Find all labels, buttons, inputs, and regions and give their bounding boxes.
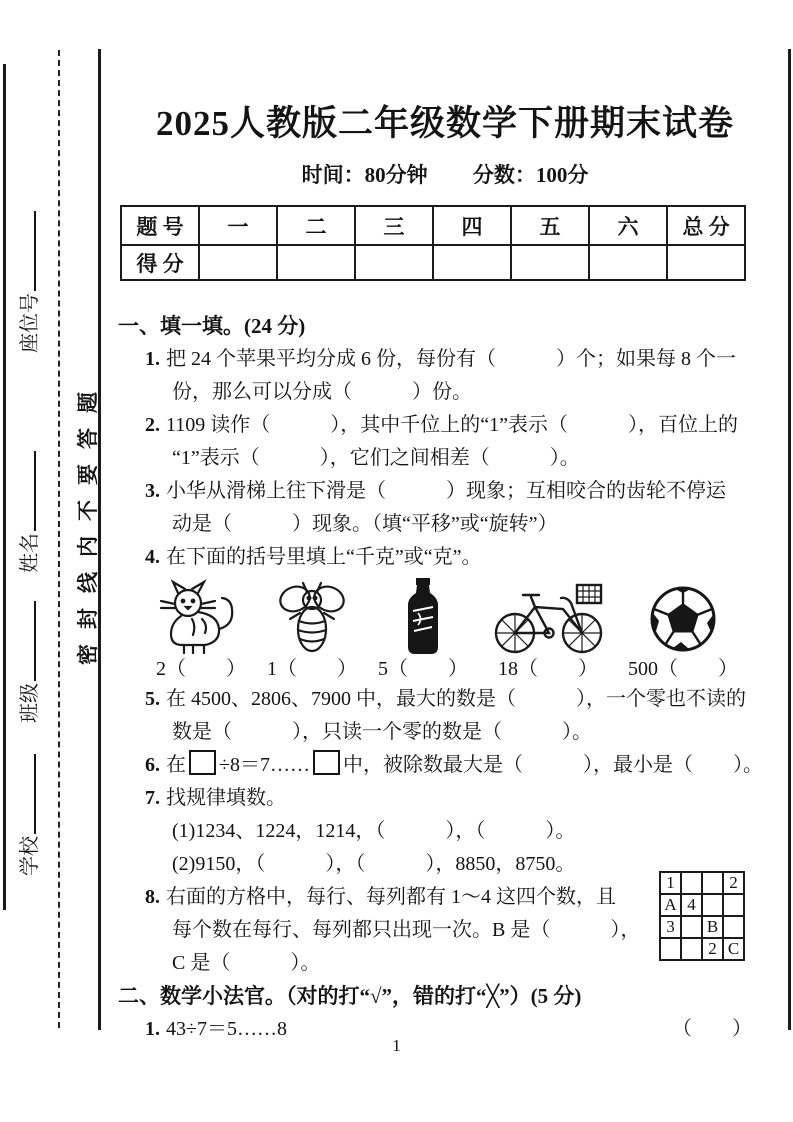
grid-cell[interactable]: [681, 916, 702, 938]
score-table-header-cell: 总 分: [667, 206, 745, 245]
score-cell[interactable]: [589, 245, 667, 280]
student-name-label: 姓名: [19, 533, 41, 573]
question-number: 1.: [145, 348, 160, 370]
question-text: 右面的方格中，每行、每列都有 1～4 这四个数，且: [166, 886, 616, 908]
question-number: 4.: [145, 546, 160, 568]
score-table-score-row: [121, 245, 745, 280]
weight-blank[interactable]: 18（ ）: [498, 658, 598, 680]
question-4-line-1: [118, 541, 768, 574]
question-text: 小华从滑梯上往下滑是（ ）现象；互相咬合的齿轮不停运: [166, 480, 726, 502]
school-field: [18, 736, 42, 876]
question-3-line-1: [118, 475, 768, 508]
section1-heading: 一、填一填。(24 分): [118, 314, 306, 338]
grid-cell: 1: [660, 872, 681, 894]
cat-icon: [158, 579, 244, 655]
student-name-field: [18, 433, 42, 573]
weight-blank[interactable]: 1（ ）: [267, 658, 357, 680]
seat-number-blank[interactable]: [19, 211, 36, 291]
class-field: [18, 583, 42, 723]
score-cell[interactable]: [277, 245, 355, 280]
question-text: ÷8＝7……: [219, 754, 310, 776]
question-6-line: [118, 749, 768, 782]
judge-answer-blank[interactable]: （ ）: [672, 1018, 752, 1040]
score-table-header-cell: 题 号: [121, 206, 199, 245]
weight-item-bicycle: [489, 577, 607, 683]
weight-blank[interactable]: 5（ ）: [378, 658, 468, 680]
score-table-header-cell: 六: [589, 206, 667, 245]
question-4-pictures-row: [118, 574, 768, 683]
school-blank[interactable]: [19, 754, 36, 834]
left-margin-line: [3, 64, 6, 910]
grid-cell: 4: [681, 894, 702, 916]
question-1-line-1: [118, 343, 768, 376]
question-text: 1109 读作（ ），其中千位上的“1”表示（ ），百位上的: [166, 414, 739, 436]
question-text: 中，被除数最大是（ ），最小是（ ）。: [342, 754, 763, 776]
grid-cell[interactable]: [702, 894, 723, 916]
question-text: 在: [166, 754, 186, 776]
class-label: 班级: [19, 683, 41, 723]
soccer-ball-icon: [647, 583, 719, 655]
grid-cell[interactable]: [681, 872, 702, 894]
grid-cell: B: [702, 916, 723, 938]
score-cell[interactable]: [511, 245, 589, 280]
score-row-label: 得 分: [121, 245, 199, 280]
question-7-item-1: [118, 815, 768, 848]
grid-cell[interactable]: [660, 938, 681, 960]
question-3-line-2: [118, 508, 768, 541]
question-number: 8.: [145, 886, 160, 908]
question-1-line-2: [118, 376, 768, 409]
score-table-header-cell: 三: [355, 206, 433, 245]
question-text: 把 24 个苹果平均分成 6 份，每份有（ ）个；如果每 8 个一: [166, 348, 736, 370]
page-number: 1: [392, 1036, 401, 1055]
score-cell[interactable]: [355, 245, 433, 280]
weight-item-bee: [267, 579, 357, 683]
grid-cell[interactable]: [702, 872, 723, 894]
question-5-line-2: [118, 716, 768, 749]
frame-right-border: [788, 49, 791, 1030]
question-number: 3.: [145, 480, 160, 502]
score-cell[interactable]: [667, 245, 745, 280]
number-grid-puzzle: [659, 871, 745, 961]
page-title: 2025人教版二年级数学下册期末试卷: [155, 104, 734, 143]
score-table-header-cell: 四: [433, 206, 511, 245]
grid-cell[interactable]: [723, 916, 744, 938]
grid-cell: C: [723, 938, 744, 960]
weight-blank[interactable]: 2（ ）: [156, 658, 246, 680]
bicycle-icon: [489, 577, 607, 655]
remainder-box[interactable]: [313, 750, 340, 775]
grid-cell: 2: [702, 938, 723, 960]
score-table-header-cell: 一: [199, 206, 277, 245]
question-text: 在下面的括号里填上“千克”或“克”。: [166, 546, 482, 568]
grid-cell: 2: [723, 872, 744, 894]
question-5-line-1: [118, 683, 768, 716]
question-number: 7.: [145, 787, 160, 809]
weight-blank[interactable]: 500（ ）: [628, 658, 738, 680]
question-text: 动是（ ）现象。（填“平移”或“旋转”）: [172, 513, 558, 535]
question-number: 2.: [145, 414, 160, 436]
question-7-line-1: [118, 782, 768, 815]
dividend-box[interactable]: [189, 750, 216, 775]
question-text: 数是（ ），只读一个零的数是（ ）。: [172, 721, 592, 743]
question-text: 43÷7＝5……8: [166, 1018, 287, 1040]
grid-cell: A: [660, 894, 681, 916]
score-table: [120, 205, 746, 281]
score-table-header-cell: 二: [277, 206, 355, 245]
question-text: 在 4500、2806、7900 中，最大的数是（ ），一个零也不读的: [166, 688, 746, 710]
question-number: 6.: [145, 754, 160, 776]
question-text: 份，那么可以分成（ ）份。: [172, 381, 472, 403]
question-number: 1.: [145, 1018, 160, 1040]
bee-icon: [276, 579, 348, 655]
question-text: (1)1234、1224，1214，（ ），（ ）。: [172, 820, 576, 842]
question-text: “1”表示（ ），它们之间相差（ ）。: [172, 447, 580, 469]
weight-item-soccer-ball: [628, 583, 738, 683]
question-2-line-2: [118, 442, 768, 475]
section2-heading: 二、数学小法官。（对的打“√”，错的打“╳”）(5 分): [118, 984, 582, 1008]
question-text: 每个数在每行、每列都只出现一次。B 是（ ），: [172, 919, 641, 941]
question-number: 5.: [145, 688, 160, 710]
school-label: 学校: [19, 836, 41, 876]
weight-item-cat: [156, 579, 246, 683]
weight-item-cola-bottle: [378, 577, 468, 683]
time-limit: 时间：80分钟: [301, 163, 428, 187]
exam-meta: [100, 159, 790, 189]
student-name-blank[interactable]: [19, 451, 36, 531]
question-2-line-1: [118, 409, 768, 442]
score-table-header-row: [121, 206, 745, 245]
seal-line-text: 密封线内不要答题: [76, 377, 100, 665]
total-score: 分数：100分: [472, 163, 589, 187]
question-text: 找规律填数。: [166, 787, 286, 809]
grid-cell[interactable]: [723, 894, 744, 916]
seal-dashed-line: [58, 50, 60, 1028]
seat-number-label: 座位号: [19, 293, 41, 353]
grid-cell: 3: [660, 916, 681, 938]
score-cell[interactable]: [433, 245, 511, 280]
seat-number-field: [18, 193, 42, 353]
question-text: (2)9150，（ ），（ ），8850，8750。: [172, 853, 576, 875]
score-table-header-cell: 五: [511, 206, 589, 245]
score-cell[interactable]: [199, 245, 277, 280]
question-text: C 是（ ）。: [172, 952, 321, 974]
cola-bottle-icon: [402, 577, 444, 655]
class-blank[interactable]: [19, 601, 36, 681]
grid-cell[interactable]: [681, 938, 702, 960]
